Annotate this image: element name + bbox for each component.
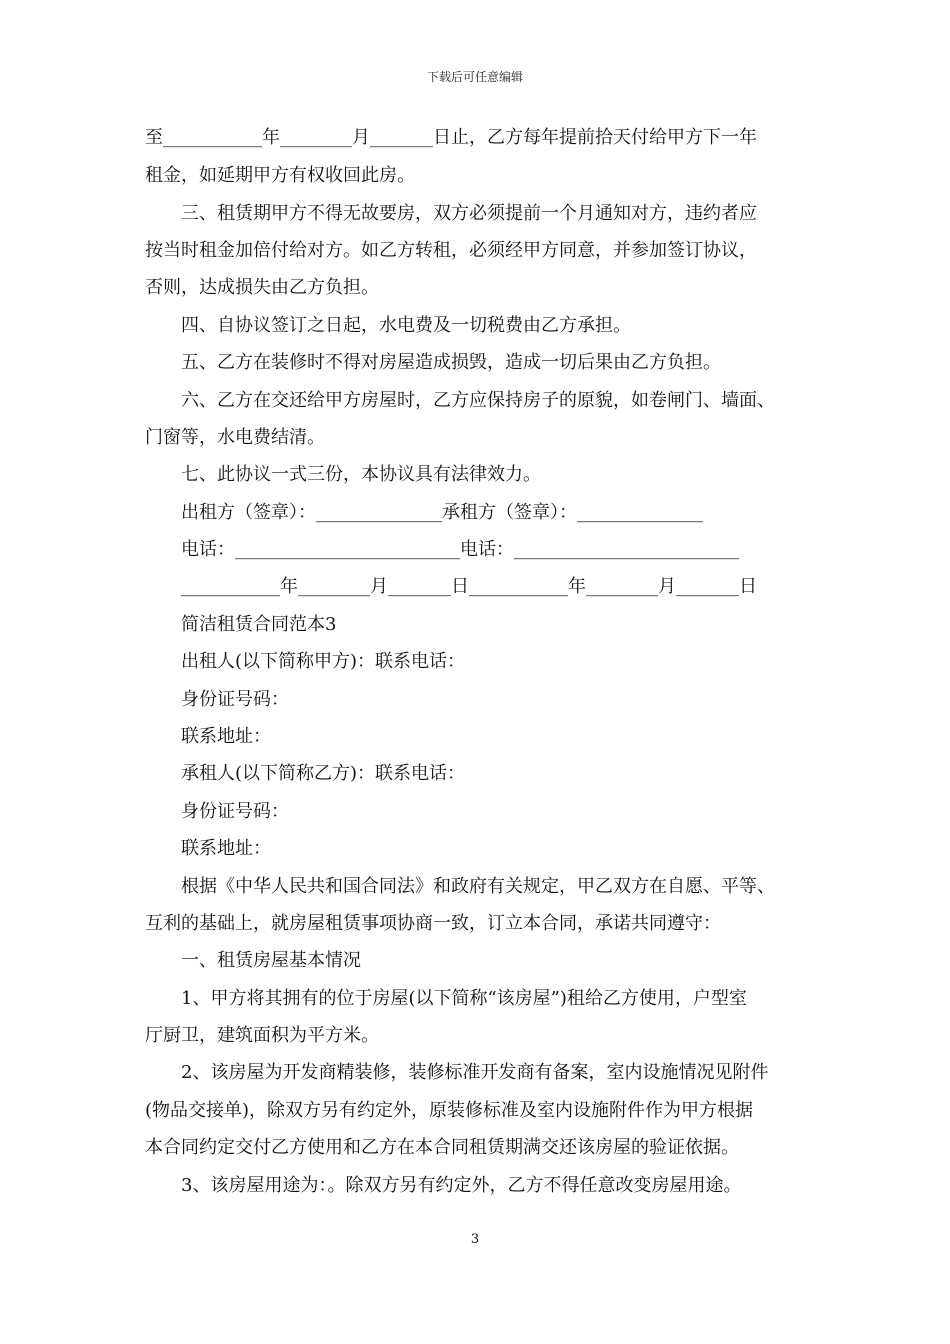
paragraph-line: 按当时租金加倍付给对方。如乙方转租，必须经甲方同意，并参加签订协议， <box>145 240 757 261</box>
paragraph-line: (物品交接单)，除双方另有约定外，原装修标准及室内设施附件作为甲方根据 <box>145 1100 754 1121</box>
paragraph-line: 五、乙方在装修时不得对房屋造成损毁，造成一切后果由乙方负担。 <box>181 352 721 373</box>
paragraph-line: 1、甲方将其拥有的位于房屋(以下简称“该房屋”)租给乙方使用，户型室 <box>181 988 747 1009</box>
paragraph-line: 联系地址： <box>181 726 271 747</box>
paragraph-line: 租金，如延期甲方有权收回此房。 <box>145 165 415 186</box>
paragraph-line: 3、该房屋用途为：。除双方另有约定外，乙方不得任意改变房屋用途。 <box>181 1175 742 1196</box>
paragraph-line: 联系地址： <box>181 838 271 859</box>
paragraph-line: 一、租赁房屋基本情况 <box>181 950 361 971</box>
paragraph-line: 至___________年________月_______日止，乙方每年提前拾天付给甲方下一年 <box>145 127 757 148</box>
paragraph-line: 出租人(以下简称甲方)：联系电话： <box>181 651 466 672</box>
paragraph-line: 否则，达成损失由乙方负担。 <box>145 277 379 298</box>
paragraph-line: 六、乙方在交还给甲方房屋时，乙方应保持房子的原貌，如卷闸门、墙面、 <box>181 390 775 411</box>
paragraph-line: 厅厨卫，建筑面积为平方米。 <box>145 1025 379 1046</box>
section-title: 简洁租赁合同范本3 <box>181 614 337 635</box>
signature-line: 出租方（签章）：______________承租方（签章）：______________ <box>181 502 703 523</box>
paragraph-line: 身份证号码： <box>181 801 289 822</box>
paragraph-line: 身份证号码： <box>181 689 289 710</box>
paragraph-line: 三、租赁期甲方不得无故要房，双方必须提前一个月通知对方，违约者应 <box>181 203 757 224</box>
paragraph-line: 本合同约定交付乙方使用和乙方在本合同租赁期满交还该房屋的验证依据。 <box>145 1137 739 1158</box>
paragraph-line: 2、该房屋为开发商精装修，装修标准开发商有备案，室内设施情况见附件 <box>181 1062 769 1083</box>
paragraph-line: 承租人(以下简称乙方)：联系电话： <box>181 763 466 784</box>
paragraph-line: 四、自协议签订之日起，水电费及一切税费由乙方承担。 <box>181 315 631 336</box>
paragraph-line: 互利的基础上，就房屋租赁事项协商一致，订立本合同，承诺共同遵守： <box>145 913 721 934</box>
page-number: 3 <box>470 1232 480 1247</box>
paragraph-line: 七、此协议一式三份，本协议具有法律效力。 <box>181 464 541 485</box>
paragraph-line: 根据《中华人民共和国合同法》和政府有关规定，甲乙双方在自愿、平等、 <box>181 876 775 897</box>
date-line: ___________年________月_______日___________年________月_______日 <box>181 576 757 597</box>
phone-line: 电话：_________________________电话：_________________________ <box>181 539 739 560</box>
paragraph-line: 门窗等，水电费结清。 <box>145 427 325 448</box>
page-header: 下载后可任意编辑 <box>426 70 523 84</box>
